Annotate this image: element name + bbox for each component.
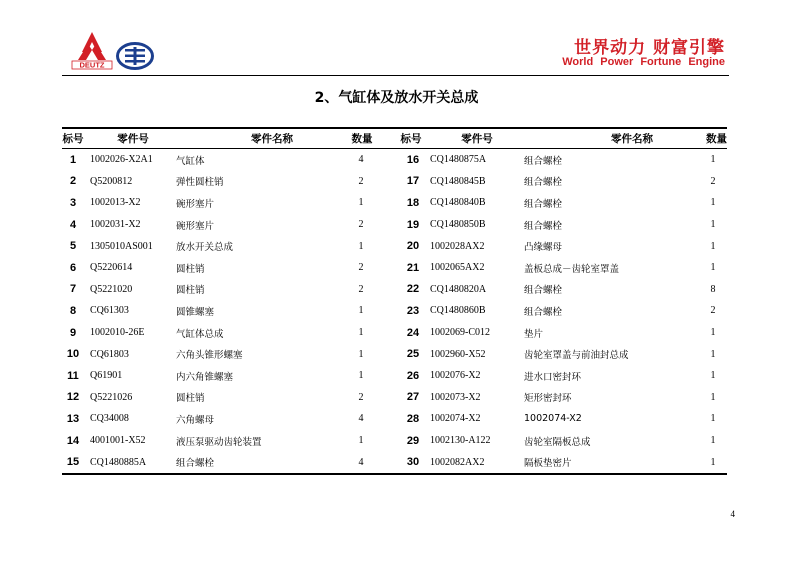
row-part-name-right: 组合螺栓 xyxy=(524,177,563,189)
row-index: 8 xyxy=(69,304,77,317)
table-row xyxy=(62,279,727,301)
row-part-number: 1002026-X2A1 xyxy=(90,154,153,166)
page-title: 2、气缸体及放水开关总成 xyxy=(314,90,479,106)
row-part-number: CQ34008 xyxy=(90,413,129,425)
row-part-number-right: 1002082AX2 xyxy=(430,456,485,468)
header-quantity-right: 数量 xyxy=(706,133,727,145)
row-part-number-right: 1002073-X2 xyxy=(430,391,481,403)
row-part-number-right: 1002074-X2 xyxy=(430,413,481,425)
row-part-name: 液压泵驱动齿轮装置 xyxy=(176,436,262,448)
row-part-name: 六角螺母 xyxy=(176,414,215,426)
header-part-number: 零件号 xyxy=(117,133,149,145)
table-header-row xyxy=(62,129,727,148)
row-part-name-right: 进水口密封环 xyxy=(524,371,582,383)
row-part-name-right: 齿轮室隔板总成 xyxy=(524,436,591,448)
row-quantity-right: 1 xyxy=(710,413,716,425)
row-part-number: Q5221026 xyxy=(90,391,133,403)
row-index: 11 xyxy=(67,369,79,382)
row-quantity: 2 xyxy=(358,262,364,274)
row-index: 3 xyxy=(69,196,77,209)
row-part-number: 1305010AS001 xyxy=(90,240,153,252)
row-quantity-right: 1 xyxy=(710,219,716,231)
row-part-number-right: 1002130-A122 xyxy=(430,435,491,447)
header-quantity: 数量 xyxy=(351,133,373,145)
row-quantity-right: 1 xyxy=(710,391,716,403)
row-quantity-right: 1 xyxy=(710,240,716,252)
row-quantity: 1 xyxy=(358,435,364,447)
row-quantity: 1 xyxy=(358,240,364,252)
header-index: 标号 xyxy=(62,133,84,145)
slogan-chinese: 世界动力 财富引擎 xyxy=(574,38,725,58)
row-index-right: 16 xyxy=(406,153,420,166)
row-quantity-right: 1 xyxy=(710,435,716,447)
row-part-name: 气缸体总成 xyxy=(176,328,224,340)
row-part-name-right: 矩形密封环 xyxy=(524,393,572,405)
row-index-right: 20 xyxy=(406,240,420,253)
deutz-logo xyxy=(70,30,114,70)
row-part-name: 气缸体 xyxy=(176,155,205,167)
row-part-name: 圆柱销 xyxy=(176,393,205,405)
table-bottom-rule xyxy=(62,473,727,475)
row-part-number: Q5221020 xyxy=(90,283,133,295)
table-row xyxy=(62,430,727,452)
row-quantity: 4 xyxy=(358,154,364,166)
row-index-right: 24 xyxy=(406,326,420,339)
row-part-name: 圆锥螺塞 xyxy=(176,306,215,318)
row-index-right: 25 xyxy=(406,348,420,361)
row-index: 4 xyxy=(69,218,77,231)
row-index-right: 21 xyxy=(406,261,420,274)
row-index-right: 26 xyxy=(406,369,420,382)
header-part-number-right: 零件号 xyxy=(461,133,493,145)
deutz-logo-text: DEUTZ xyxy=(79,60,105,70)
row-part-name: 组合螺栓 xyxy=(176,458,215,470)
row-quantity: 1 xyxy=(358,305,364,317)
table-row xyxy=(62,387,727,409)
row-quantity-right: 2 xyxy=(710,305,716,317)
slogan-english: World Power Fortune Engine xyxy=(562,56,725,68)
row-part-name-right: 组合螺栓 xyxy=(524,198,563,210)
table-row xyxy=(62,408,727,430)
table-row xyxy=(62,214,727,236)
row-part-number: CQ1480885A xyxy=(90,456,147,468)
table-row xyxy=(62,343,727,365)
row-part-number-right: 1002065AX2 xyxy=(430,262,485,274)
row-part-name-right: 凸缘螺母 xyxy=(524,242,563,254)
row-index: 5 xyxy=(69,240,77,253)
row-part-name: 圆柱销 xyxy=(176,285,205,297)
row-index-right: 30 xyxy=(406,456,420,469)
row-part-name: 碗形塞片 xyxy=(176,198,215,210)
row-quantity-right: 1 xyxy=(710,154,716,166)
table-row xyxy=(62,322,727,344)
row-quantity-right: 2 xyxy=(710,175,716,187)
row-part-name-right: 垫片 xyxy=(524,328,544,340)
row-index-right: 29 xyxy=(406,434,420,447)
row-part-name: 内六角锥螺塞 xyxy=(176,371,234,383)
header-index-right: 标号 xyxy=(400,133,422,145)
row-index: 6 xyxy=(69,261,77,274)
row-index: 12 xyxy=(66,391,80,404)
row-index-right: 27 xyxy=(406,391,420,404)
table-row xyxy=(62,235,727,257)
row-index-right: 18 xyxy=(406,196,420,209)
row-part-name: 六角头锥形螺塞 xyxy=(176,350,243,362)
row-part-number-right: CQ1480860B xyxy=(430,305,486,317)
faw-logo-icon xyxy=(116,42,154,70)
row-part-name-right: 组合螺栓 xyxy=(524,220,563,232)
row-index: 13 xyxy=(66,412,80,425)
row-index: 14 xyxy=(66,434,80,447)
row-part-name: 圆柱销 xyxy=(176,263,205,275)
row-quantity: 1 xyxy=(358,348,364,360)
table-row xyxy=(62,365,727,387)
row-quantity-right: 8 xyxy=(710,283,716,295)
row-index: 2 xyxy=(69,175,77,188)
row-quantity: 4 xyxy=(358,413,364,425)
row-index: 9 xyxy=(69,326,77,339)
page-number: 4 xyxy=(730,509,735,519)
row-part-number: CQ61803 xyxy=(90,348,129,360)
table-row xyxy=(62,171,727,193)
row-part-name-right: 组合螺栓 xyxy=(524,155,563,167)
row-index: 15 xyxy=(66,456,80,469)
row-quantity: 2 xyxy=(358,391,364,403)
row-quantity-right: 1 xyxy=(710,197,716,209)
row-part-number: Q61901 xyxy=(90,370,123,382)
row-quantity: 1 xyxy=(358,370,364,382)
parts-table xyxy=(62,127,727,475)
row-part-number: Q5200812 xyxy=(90,175,133,187)
row-part-name-right: 盖板总成－齿轮室罩盖 xyxy=(524,263,620,275)
table-row xyxy=(62,149,727,171)
row-index: 7 xyxy=(69,283,77,296)
row-part-number: 4001001-X52 xyxy=(90,435,146,447)
table-row xyxy=(62,300,727,322)
header-part-name: 零件名称 xyxy=(251,133,293,145)
row-part-number: 1002031-X2 xyxy=(90,219,141,231)
row-index-right: 19 xyxy=(406,218,420,231)
row-part-number-right: 1002069-C012 xyxy=(430,327,490,339)
row-part-number-right: CQ1480850B xyxy=(430,219,486,231)
table-row xyxy=(62,257,727,279)
row-quantity: 2 xyxy=(358,175,364,187)
row-part-number: 1002010-26E xyxy=(90,327,145,339)
row-quantity: 2 xyxy=(358,283,364,295)
row-part-name-right: 组合螺栓 xyxy=(524,306,563,318)
row-part-name-right: 组合螺栓 xyxy=(524,285,563,297)
row-quantity-right: 1 xyxy=(710,348,716,360)
header-part-name-right: 零件名称 xyxy=(611,133,653,145)
table-body xyxy=(62,149,727,473)
row-part-number-right: CQ1480845B xyxy=(430,175,486,187)
row-index: 1 xyxy=(69,153,77,166)
row-part-number-right: 1002028AX2 xyxy=(430,240,485,252)
row-index-right: 17 xyxy=(406,175,420,188)
row-quantity-right: 1 xyxy=(710,327,716,339)
row-index-right: 23 xyxy=(406,304,420,317)
row-quantity: 2 xyxy=(358,219,364,231)
row-part-name: 弹性圆柱销 xyxy=(176,177,224,189)
table-row xyxy=(62,451,727,473)
row-index-right: 28 xyxy=(406,412,420,425)
table-row xyxy=(62,192,727,214)
header-divider xyxy=(62,75,729,76)
row-quantity: 1 xyxy=(358,197,364,209)
row-part-number-right: CQ1480875A xyxy=(430,154,487,166)
row-part-name-right: 1002074-X2 xyxy=(524,413,582,425)
row-part-number: 1002013-X2 xyxy=(90,197,141,209)
row-part-number: CQ61303 xyxy=(90,305,129,317)
row-part-name-right: 齿轮室罩盖与前油封总成 xyxy=(524,350,629,362)
row-part-number-right: 1002960-X52 xyxy=(430,348,486,360)
row-part-name-right: 隔板垫密片 xyxy=(524,458,572,470)
row-quantity-right: 1 xyxy=(710,456,716,468)
row-part-number-right: CQ1480820A xyxy=(430,283,487,295)
row-quantity-right: 1 xyxy=(710,370,716,382)
row-part-name: 放水开关总成 xyxy=(176,242,234,254)
row-index-right: 22 xyxy=(406,283,420,296)
row-quantity-right: 1 xyxy=(710,262,716,274)
row-part-name: 碗形塞片 xyxy=(176,220,215,232)
row-part-number-right: 1002076-X2 xyxy=(430,370,481,382)
row-quantity: 1 xyxy=(358,327,364,339)
row-index: 10 xyxy=(66,348,80,361)
row-part-number-right: CQ1480840B xyxy=(430,197,486,209)
row-quantity: 4 xyxy=(358,456,364,468)
row-part-number: Q5220614 xyxy=(90,262,133,274)
